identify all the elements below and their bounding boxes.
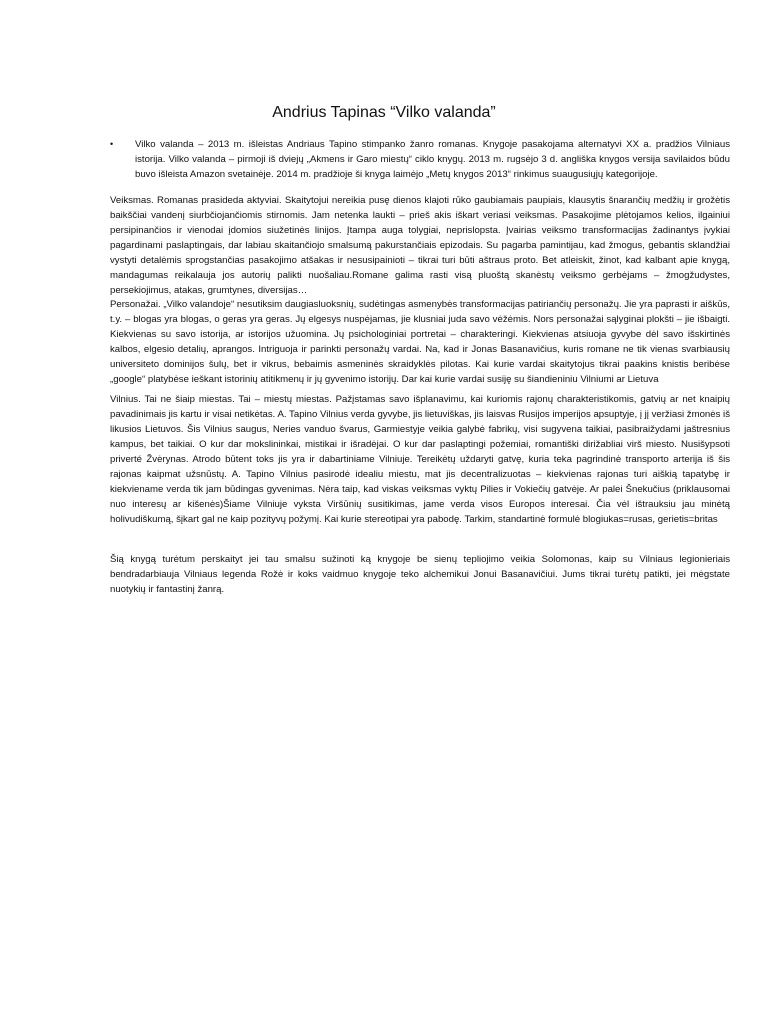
- paragraph-vilnius: Vilnius. Tai ne šiaip miestas. Tai – miestų miestas. Pažįstamas savo išplanavimu, kai kuriomis rajonų charakteristikomis, gatvių ar net knaipių pavadinimais jis kartu ir visai netikėtas. A. Tapino Vilnius verda gyvybe, jis lietuviškas, jis laisvas Rusijos imperijos apsuptyje, į jį veržiasi žmonės iš likusios Lietuvos. Šis Vilnius saugus, Neries vanduo švarus, Garmiestyje veikia galybė fabrikų, visi sugyvena taikiai, pasibraižydami jaštresnius kampus, bet taikiai. O kur dar mokslininkai, mistikai ir išradėjai. O kur dar paslaptingi požemiai, romantiški dirižabliai virš miesto. Nusišypsoti priverté Žvėrynas. Atrodo būtent toks jis yra ir dabartiniame Vilniuje. Tereikėtų uždaryti gatvę, kuria teka pagrindinė transporto arterija iš šis rajonas kaipmat užsnūstų. A. Tapino Vilnius pasirodė idealiu miestu, mat jis decentralizuotas – kiekvienas rajonas turi aiškią tapatybę ir kiekviename verda tik jam būdingas gyvenimas. Nėra taip, kad viskas veiksmas vyktų Pilies ir Vokiečių gatvėje. Ar palei Šnekučius (priklausomai nuo interesų ar kišenės)Šiame Vilniuje vyksta Viršūnių susitikimas, jame verda visos Europos interesai. Čia vėl ištrauksiu jau minėtą holivudiškumą, šįkart gal ne kaip pozityvų požymį. Kai kurie stereotipai yra pabodę. Tarkim, standartinė formulė blogiukas=rusas, gerietis=britas: [110, 394, 730, 525]
- intro-bullet-text: Vilko valanda – 2013 m. išleistas Andriaus Tapino stimpanko žanro romanas. Knygoje pasakojama alternatyvi XX a. pradžios Vilniaus istorija. Vilko valanda – pirmoji iš dviejų „Akmens ir Garo miestų“ ciklo knygų. 2013 m. rugsėjo 3 d. angliška knygos versija savilaidos būdu buvo išleista Amazon svetainėje. 2014 m. pradžioje ši knyga laimėjo „Metų knygos 2013“ rinkimus suaugusiųjų kategorijoje.: [135, 139, 730, 180]
- paragraph-veiksmas: Veiksmas. Romanas prasideda aktyviai. Skaitytojui nereikia pusę dienos klajoti rūko gaubiamais paupiais, klausytis šnarančių medžių ir grožėtis baikščiai vandenį siurbčiojančiomis stirnomis. Jam netenka laukti – prieš akis iškart veriasi veiksmas. Pasakojime plėtojamos kelios, ilgainiui persipinančios ir vienodai įdomios siužetinės linijos. Įtampa auga tolygiai, neprislopsta. Įvairias veiksmo transformacijas žadinantys įvykiai pagardinami paslaptingais, dar labiau skaitančiojo smalsumą pakurstančiais epizodais. Su pagarba pamintijau, kad žmogus, gebantis sklandžiai vystyti detalėmis sprogstančias pasakojimo atšakas ir nesusipainioti – tikrai turi būti aštraus proto. Bet atleiskit, žinot, kad kalbant apie knygą, mandagumas reikalauja jos autorių palikti nuošaliau.Romane galima rasti visą pluoštą skanėstų veiksmo gerbėjams – žmogžudystes, persekiojimus, atakas, grumtynes, diversijas…: [110, 195, 730, 296]
- bullet-icon: •: [110, 139, 114, 149]
- paragraph-recommendation: Šią knygą turėtum perskaityt jei tau smalsu sužinoti ką knygoje be sienų tepliojimo veikia Solomonas, kaip su Vilniaus legionieriais bendradarbiauja Vilniaus legenda Rožė ir koks vaidmuo knygoje teko alchemikui Jonui Basanavičiui. Jums tikrai turėtų patikti, jei mėgstate nuotykių ir fantastinį žanrą.: [110, 554, 730, 595]
- document-title: Andrius Tapinas “Vilko valanda”: [272, 104, 496, 121]
- paragraph-personazai: Personažai. „Vilko valandoje“ nesutiksim daugiasluoksnių, sudėtingas asmenybės transformacijas patiriančių personažų. Jie yra paprasti ir aiškūs, t.y. – blogas yra blogas, o geras yra geras. Jų elgesys nuspėjamas, jie klusniai juda savo vėžėmis. Nors personažai sąlyginai plokšti – jie išbaigti. Kiekvienas su savo istorija, ar istorijos užuomina. Jų psichologiniai portretai – charakteringi. Kiekvienas atsiuoja gyvybe dėl savo išskirtinės kalbos, elgesio detalių, aprangos. Intriguoja ir parinkti personažų vardai. Na, kad ir Jonas Basanavičius, kuris romane ne tik vienas svarbiausių universiteto dominijos šulų, bet ir vikrus, bebaimis asmeninės skraidyklės pilotas. Kai kurie vardai skaitytojus tikrai paakins knistis beribėse „google“ platybėse ieškant istorinių atitikmenų ir jų gyvenimo istorijų. Dar kai kurie vardai susiję su šiandieniniu Vilniumi ar Lietuva: [110, 299, 730, 385]
- intro-bullet-item: [110, 137, 730, 182]
